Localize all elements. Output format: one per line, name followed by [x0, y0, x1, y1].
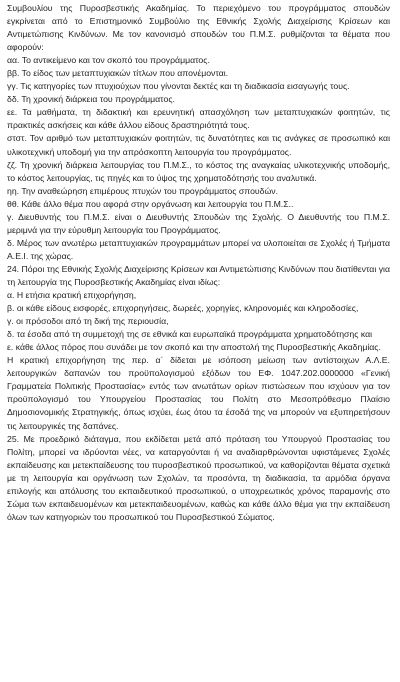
paragraph-university-programs: δ. Μέρος των ανωτέρω μεταπτυχιακών προγραμμάτων μπορεί να υλοποιείται σε Σχολές ή Τμήματα Α.Ε.Ι. της χώρας.	[7, 237, 390, 261]
list-item-dd: δδ. Τη χρονική διάρκεια του προγράμματος.	[7, 94, 175, 105]
list-item-zz: ζζ. Τη χρονική διάρκεια λειτουργίας του Π.Μ.Σ., το κόστος της αναγκαίας υλικοτεχνικής υποδομής, το κόστος λειτουργίας, τις πηγές και το ύψος της χρηματοδότησής του αναλυτικά.	[7, 159, 390, 183]
paragraph-section-25: 25. Με προεδρικό διάταγμα, που εκδίδεται μετά από πρόταση του Υπουργού Προστασίας του Πολίτη, μπορεί να ιδρύονται νέες, να καταργούνται ή να αναδιαρθρώνονται υφιστάμενες Σχολές εκπαίδευσης και μετεκπαίδευσης του πυροσβεστικού προσωπικού, να καθορίζονται θέματα σχετικά με τη λειτουργία και οργάνωση των Σχολών, τα προσόντα, τη διαδικασία, τα αρμόδια όργανα επιλογής και απόλυσης του εκπαιδευτικού προσωπικού, ο υποχρεωτικός χρόνος παραμονής στο Σώμα των εκπαιδευομένων και μετεκπαιδευομένων, καθώς και κάθε άλλο θέμα για την εκπαίδευση όλων των κατηγοριών του προσωπικού του Πυροσβεστικού Σώματος.	[7, 433, 390, 522]
list-item-e: ε. κάθε άλλος πόρος που συνάδει με τον σκοπό και την αποστολή της Πυροσβεστικής Ακαδημίας.	[7, 342, 381, 353]
list-item-d: δ. τα έσοδα από τη συμμετοχή της σε εθνικά και ευρωπαϊκά προγράμματα χρηματοδότησης και	[7, 329, 373, 340]
paragraph-program-director: γ. Διευθυντής του Π.Μ.Σ. είναι ο Διευθυντής Σπουδών της Σχολής. Ο Διευθυντής του Π.Μ.Σ. μεριμνά για την εύρυθμη λειτουργία του Προγράμματος.	[7, 211, 390, 235]
list-item-ee: εε. Τα μαθήματα, τη διδακτική και ερευνητική απασχόληση των μεταπτυχιακών φοιτητών, τις πρακτικές ασκήσεις και κάθε άλλου είδους δραστηριότητά τους.	[7, 107, 390, 131]
paragraph-section-24: 24. Πόροι της Εθνικής Σχολής Διαχείρισης Κρίσεων και Αντιμετώπισης Κινδύνων που διατίθενται για τη λειτουργία της Πυροσβεστικής Ακαδημίας είναι ιδίως:	[7, 263, 390, 287]
list-item-a: α. Η ετήσια κρατική επιχορήγηση,	[7, 290, 137, 301]
list-item-thth: θθ. Κάθε άλλο θέμα που αφορά στην οργάνωση και λειτουργία του Π.Μ.Σ..	[7, 198, 294, 209]
list-item-ii: ηη. Την αναθεώρηση επιμέρους πτυχών του προγράμματος σπουδών.	[7, 185, 279, 196]
paragraph-academy-council: Συμβουλίου της Πυροσβεστικής Ακαδημίας. Το περιεχόμενο του προγράμματος σπουδών εγκρίνεται από το Επιστημονικό Συμβούλιο της Εθνικής Σχολής Διαχείρισης Κρίσεων και Αντιμετώπισης Κινδύνων. Με τον κανονισμό σπουδών του Π.Μ.Σ. ρυθμίζονται τα θέματα που αφορούν:	[7, 3, 390, 53]
list-item-aa: αα. Το αντικείμενο και τον σκοπό του προγράμματος.	[7, 55, 210, 66]
paragraph-state-subsidy: Η κρατική επιχορήγηση της περ. α΄ δίδεται με ισόποση μείωση των αντίστοιχων Α.Λ.Ε. λειτουργικών δαπανών του προϋπολογισμού εξόδων του ΕΦ. 1047.202.0000000 «Γενική Γραμματεία Πολιτικής Προστασίας» εντός των ανωτάτων ορίων πιστώσεων που ισχύουν για τον προϋπολογισμό του Υπουργείου Προστασίας του Πολίτη στο Μεσοπρόθεσμο Πλαίσιο Δημοσιονομικής Στρατηγικής, όπως ισχύει, έως ότου τα έσοδά της να μπορούν να εξυπηρετήσουν τις λειτουργικές της δαπάνες.	[7, 355, 390, 431]
list-item-stst: στστ. Τον αριθμό των μεταπτυχιακών φοιτητών, τις δυνατότητες και τις ανάγκες σε προσωπικό και υλικοτεχνική υποδομή για την απρόσκοπτη λειτουργία του προγράμματος.	[7, 133, 390, 157]
list-item-gg: γγ. Τις κατηγορίες των πτυχιούχων που γίνονται δεκτές και τη διαδικασία εισαγωγής τους.	[7, 81, 350, 92]
list-item-bb: ββ. Το είδος των μεταπτυχιακών τίτλων που απονέμονται.	[7, 68, 229, 79]
list-item-g: γ. οι πρόσοδοι από τη δική της περιουσία,	[7, 316, 169, 327]
list-item-b: β. οι κάθε είδους εισφορές, επιχορηγήσεις, δωρεές, χορηγίες, κληρονομιές και κληροδοσίες,	[7, 303, 359, 314]
